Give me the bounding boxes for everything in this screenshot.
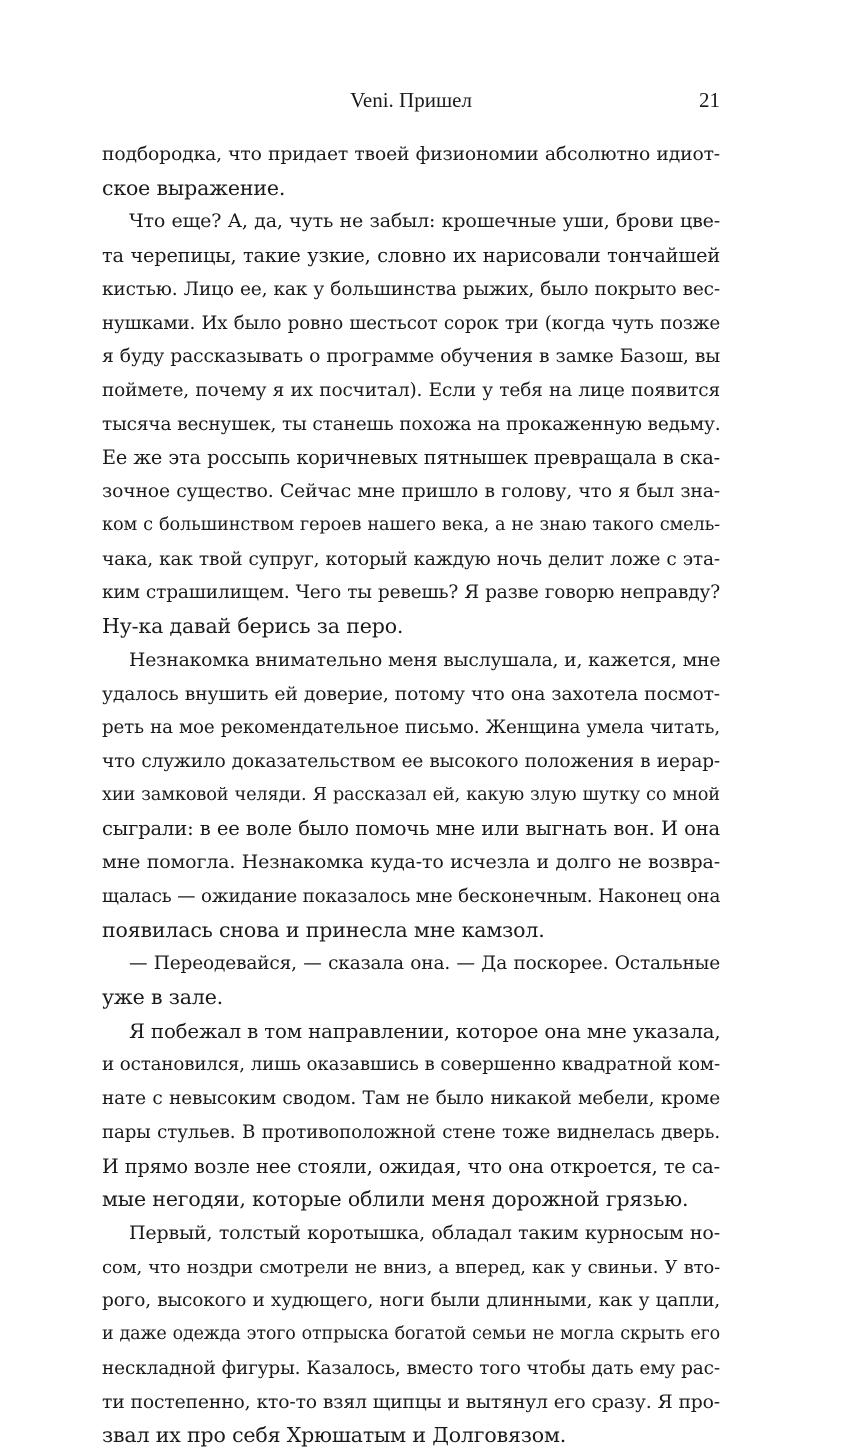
text-line: я буду рассказывать о программе обучения в замке Базош, вы <box>102 346 720 368</box>
text-line: удалось внушить ей доверие, потому что она захотела посмот- <box>102 683 720 705</box>
text-line: та черепицы, такие узкие, словно их нарисовали тончайшей <box>102 244 720 268</box>
text-line: Я побежал в том направлении, которое она мне указала, <box>129 1019 720 1043</box>
text-line: ком с большинством героев нашего века, а не знаю такого смель- <box>102 514 720 535</box>
text-line: сом, что ноздри смотрели не вниз, а вперед, как у свиньи. У вто- <box>102 1256 720 1278</box>
text-line: зочное существо. Сейчас мне пришло в голову, что я был зна- <box>102 481 720 503</box>
text-line: тысяча веснушек, ты станешь похожа на прокаженную ведьму. <box>102 413 720 435</box>
text-line: ское выражение. <box>102 175 286 200</box>
text-line: ким страшилищем. Чего ты ревешь? Я разве говорю неправду? <box>102 582 720 604</box>
text-line: подбородка, что придает твоей физиономии абсолютно идиот- <box>102 144 720 165</box>
text-line: Что еще? А, да, чуть не забыл: крошечные уши, брови цве- <box>129 210 720 233</box>
text-line: Ее же эта россыпь коричневых пятнышек превращала в ска- <box>102 446 720 470</box>
text-line: пары стульев. В противоположной стене тоже виднелась дверь. <box>102 1121 720 1143</box>
text-line: звал их про себя Хрюшатым и Долговязом. <box>102 1423 567 1448</box>
running-title: Veni. Пришел <box>350 88 472 112</box>
text-line: нате с невысоким сводом. Там не было никакой мебели, кроме <box>102 1088 720 1110</box>
text-line: появилась снова и принесла мне камзол. <box>102 917 545 942</box>
text-line: нескладной фигуры. Казалось, вместо того чтобы дать ему рас- <box>102 1357 720 1379</box>
text-line: хии замковой челяди. Я рассказал ей, какую злую шутку со мной <box>102 784 720 805</box>
text-line: рого, высокого и худющего, ноги были длинными, как у цапли, <box>102 1290 720 1312</box>
text-line: Незнакомка внимательно меня выслушала, и, кажется, мне <box>129 649 720 671</box>
text-line: мне помогла. Незнакомка куда-то исчезла и долго не возвра- <box>102 851 720 874</box>
body-text <box>102 138 720 1453</box>
text-line: мые негодяи, которые облили меня дорожной грязью. <box>102 1187 689 1212</box>
text-line: Ну-ка давай берись за перо. <box>102 614 404 639</box>
text-line: ти постепенно, кто-то взял щипцы и вытянул его сразу. Я про- <box>102 1391 720 1413</box>
text-line: что служило доказательством ее высокого положения в иерар- <box>102 750 720 772</box>
page-number: 21 <box>699 88 720 112</box>
text-line: реть на мое рекомендательное письмо. Женщина умела читать, <box>102 717 720 739</box>
text-line: и даже одежда этого отпрыска богатой семьи не могла скрыть его <box>102 1324 720 1345</box>
text-line: И прямо возле нее стояли, ожидая, что она откроется, те са- <box>102 1154 720 1178</box>
text-line: щалась — ожидание показалось мне бесконечным. Наконец она <box>102 885 720 907</box>
text-line: — Переодевайся, — сказала она. — Да поскорее. Остальные <box>129 953 720 975</box>
text-line: сыграли: в ее воле было помочь мне или выгнать вон. И она <box>102 817 720 841</box>
text-line: чака, как твой супруг, который каждую ночь делит ложе с эта- <box>102 548 720 570</box>
text-line: и остановился, лишь оказавшись в совершенно квадратной ком- <box>102 1054 720 1076</box>
text-line: поймете, почему я их посчитал). Если у тебя на лице появится <box>102 380 720 402</box>
running-head <box>102 86 720 114</box>
text-line: уже в зале. <box>102 984 224 1009</box>
text-line: нушками. Их было ровно шестьсот сорок три (когда чуть позже <box>102 312 720 334</box>
text-line: Первый, толстый коротышка, обладал таким курносым но- <box>129 1222 720 1244</box>
text-line: кистью. Лицо ее, как у большинства рыжих, было покрыто вес- <box>102 278 720 300</box>
